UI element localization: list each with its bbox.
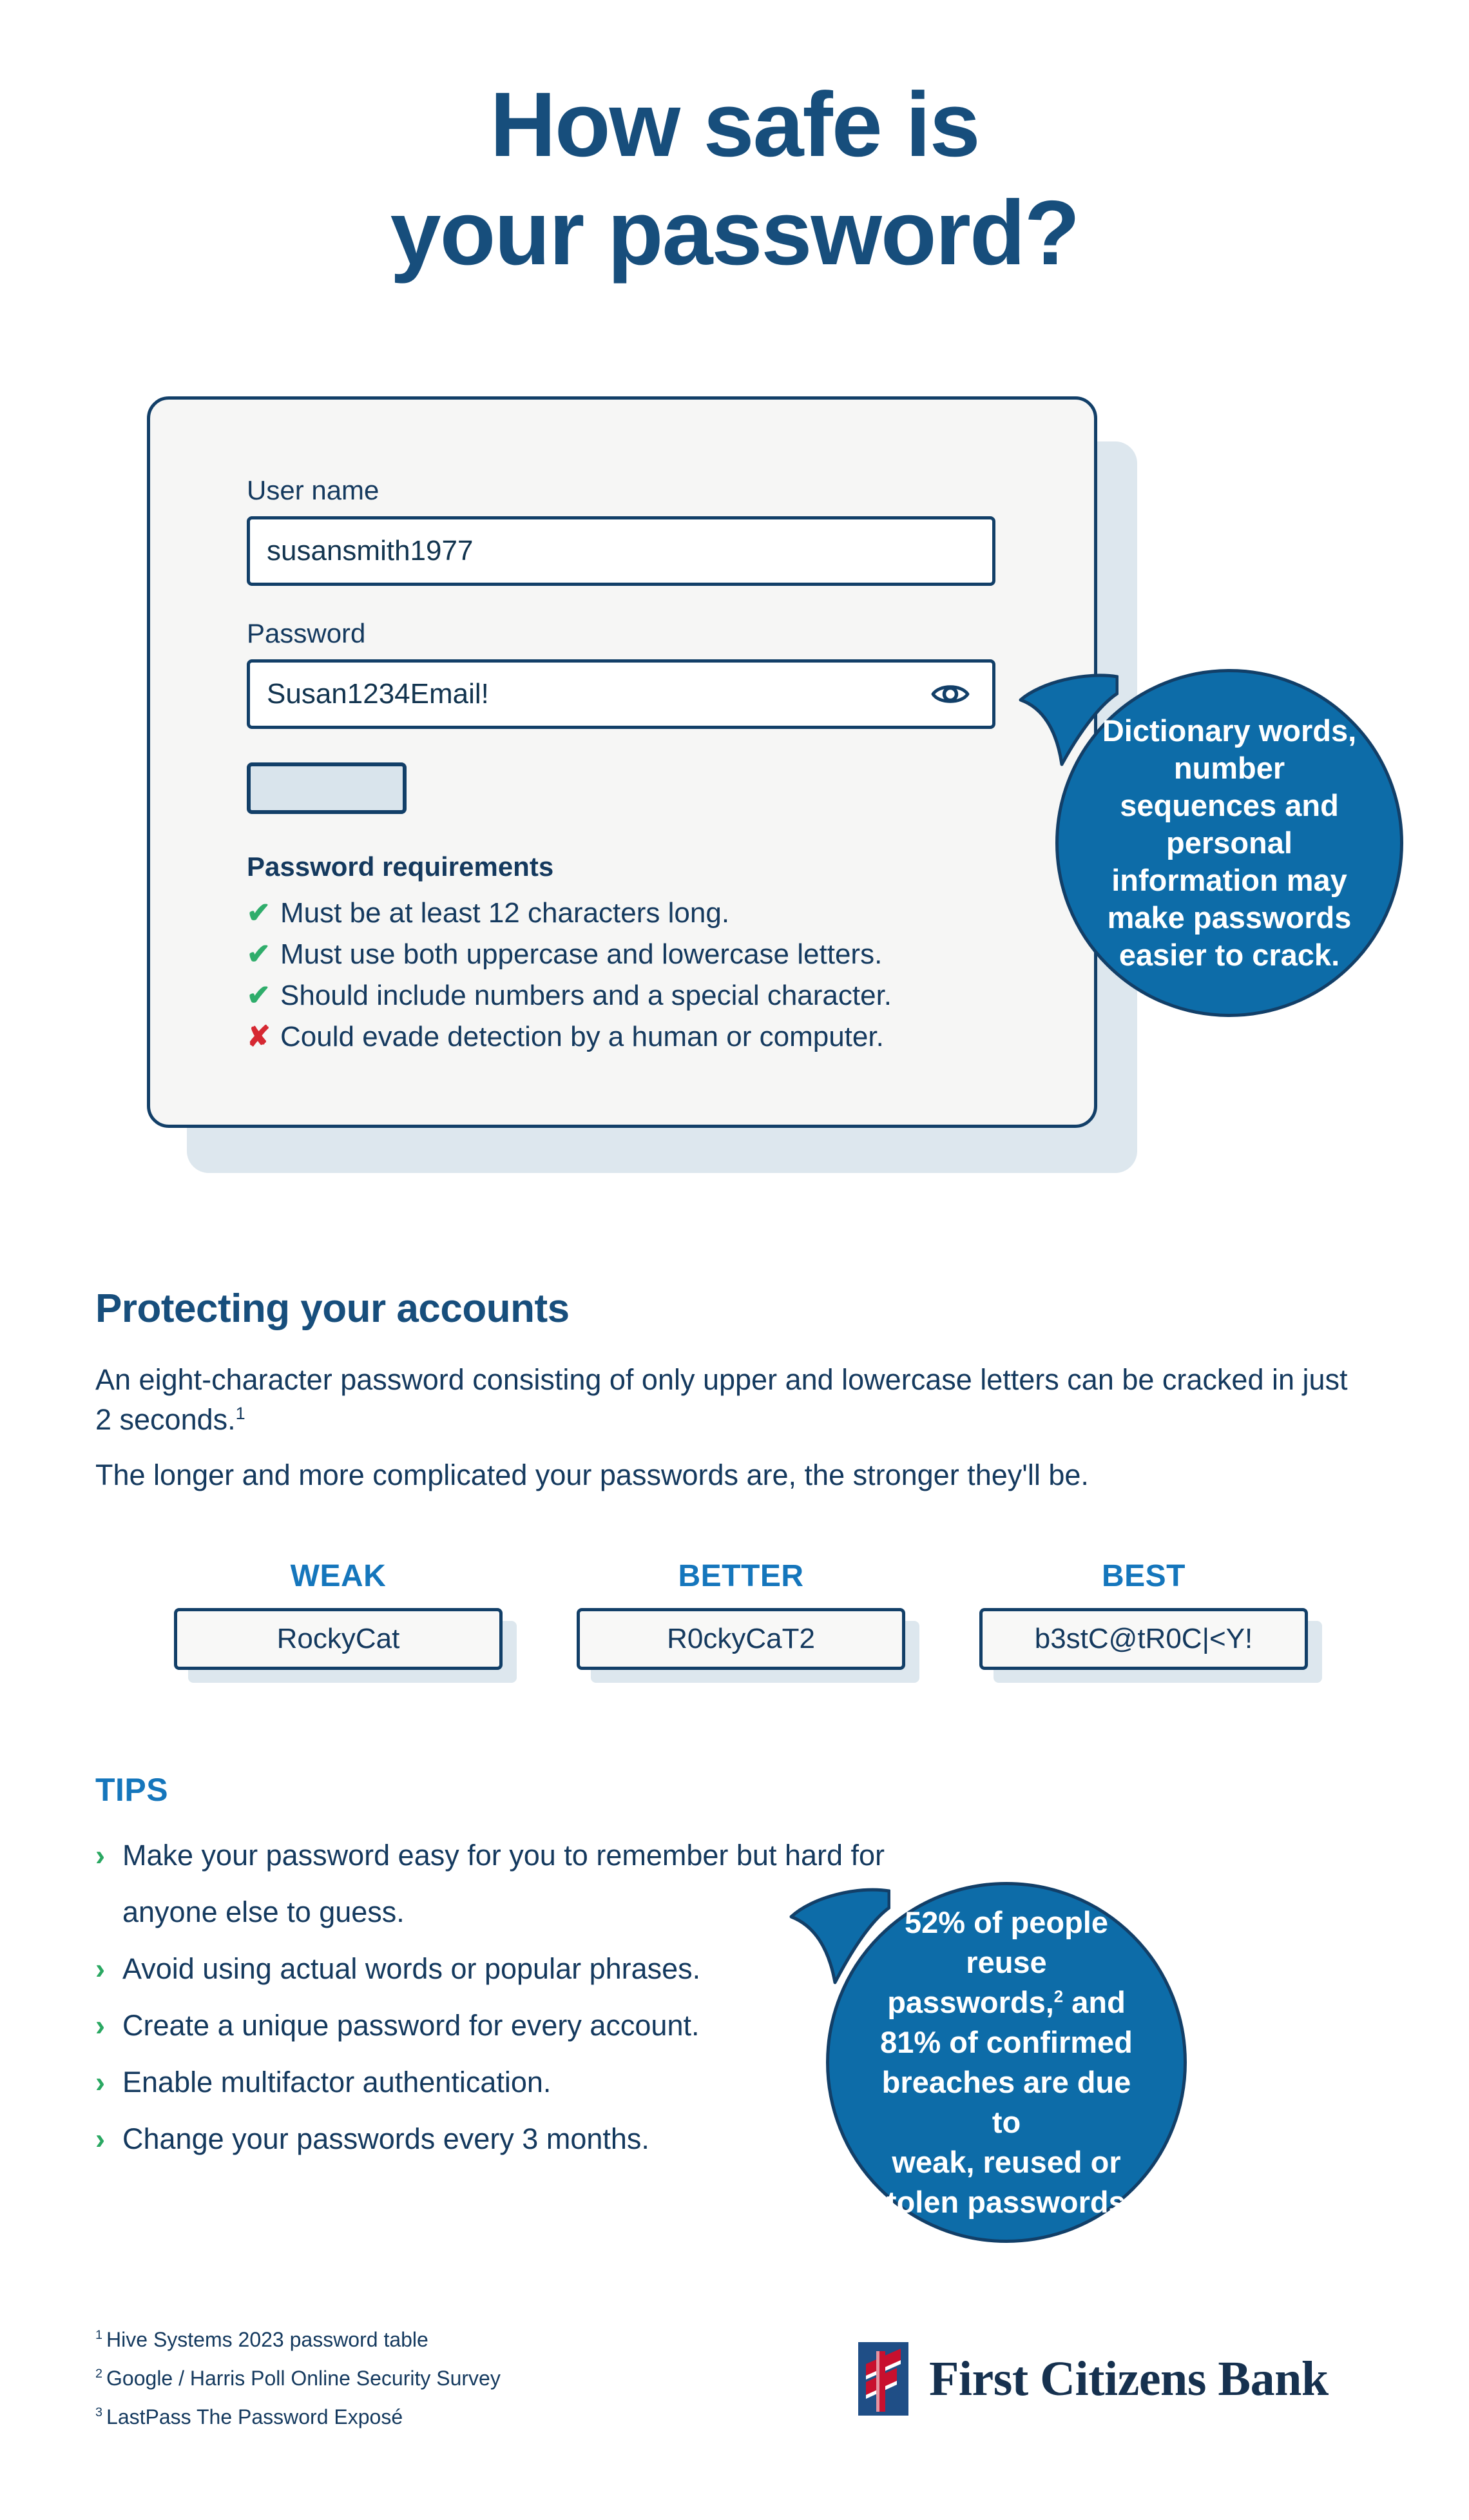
footnote-marker: 2 bbox=[95, 2367, 103, 2381]
first-citizens-flag-icon bbox=[857, 2340, 912, 2418]
tip-text: Enable multifactor authentication. bbox=[122, 2066, 552, 2098]
requirement-item bbox=[247, 975, 1007, 1016]
password-example-box: RockyCat bbox=[174, 1608, 503, 1670]
bubble-two-line-5: weak, reused or bbox=[892, 2145, 1121, 2179]
requirement-text: Should include numbers and a special character. bbox=[280, 980, 892, 1011]
strength-column-better bbox=[577, 1558, 905, 1678]
strength-label: BEST bbox=[1101, 1559, 1186, 1593]
tip-text: Avoid using actual words or popular phrases. bbox=[122, 1952, 701, 1985]
title-line-1: How safe is bbox=[490, 73, 979, 176]
strength-label: BETTER bbox=[678, 1559, 804, 1593]
speech-bubble-two-text bbox=[829, 1903, 1184, 2222]
chevron-right-icon: › bbox=[95, 2009, 105, 2042]
bubble-two-line-6-pre: stolen passwords. bbox=[869, 2185, 1134, 2219]
strength-label: WEAK bbox=[290, 1559, 387, 1593]
password-example-box: R0ckyCaT2 bbox=[577, 1608, 905, 1670]
requirement-item bbox=[247, 893, 1007, 934]
brand-logo bbox=[857, 2340, 1329, 2418]
login-card bbox=[147, 396, 1097, 1128]
protecting-paragraph-one-text: An eight-character password consisting of only upper and lowercase letters can be cracked in just 2 seconds. bbox=[95, 1363, 1348, 1436]
chevron-right-icon: › bbox=[95, 2122, 105, 2155]
tip-item bbox=[95, 2111, 933, 2167]
speech-bubble-one bbox=[1055, 669, 1403, 1017]
tip-text: Create a unique password for every account. bbox=[122, 2009, 700, 2042]
bubble-two-line-2-pre: passwords, bbox=[887, 1985, 1054, 2019]
footnote-text: Google / Harris Poll Online Security Survey bbox=[106, 2367, 501, 2390]
chevron-right-icon: › bbox=[95, 1952, 105, 1985]
footnote-ref-1: 1 bbox=[235, 1404, 245, 1423]
footnote-text: LastPass The Password Exposé bbox=[106, 2405, 403, 2428]
username-input[interactable] bbox=[247, 516, 995, 586]
check-icon: ✔ bbox=[247, 938, 271, 970]
cross-icon: ✘ bbox=[247, 1021, 271, 1052]
footnote-text: Hive Systems 2023 password table bbox=[106, 2328, 428, 2351]
footnote-line bbox=[95, 2398, 501, 2436]
requirement-text: Must use both uppercase and lowercase letters. bbox=[280, 938, 883, 970]
page-title bbox=[0, 71, 1469, 287]
tip-text: Change your passwords every 3 months. bbox=[122, 2122, 649, 2155]
strength-column-best bbox=[979, 1558, 1308, 1678]
footnote-ref-3: 3 bbox=[1133, 2187, 1144, 2206]
footnote-line bbox=[95, 2320, 501, 2359]
password-input[interactable] bbox=[247, 659, 995, 729]
tip-text: Make your password easy for you to remember but hard for anyone else to guess. bbox=[122, 1839, 885, 1928]
bubble-two-line-2-post: and bbox=[1063, 1985, 1126, 2019]
password-label: Password bbox=[247, 618, 366, 648]
strength-column-weak bbox=[174, 1558, 503, 1678]
eye-icon[interactable] bbox=[930, 681, 970, 708]
speech-bubble-two bbox=[826, 1882, 1187, 2243]
tip-item bbox=[95, 2054, 933, 2111]
brand-name: First Citizens Bank bbox=[929, 2351, 1329, 2406]
footnote-marker: 3 bbox=[95, 2405, 103, 2420]
password-requirements-heading: Password requirements bbox=[247, 851, 554, 882]
password-example-box: b3stC@tR0C|<Y! bbox=[979, 1608, 1308, 1670]
tips-heading: TIPS bbox=[95, 1772, 169, 1808]
chevron-right-icon: › bbox=[95, 1839, 105, 1872]
bubble-two-line-4: breaches are due to bbox=[881, 2065, 1131, 2139]
requirement-item bbox=[247, 1016, 1007, 1058]
footnotes bbox=[95, 2320, 501, 2436]
check-icon: ✔ bbox=[247, 897, 271, 929]
password-requirements-list bbox=[247, 893, 1007, 1058]
username-label: User name bbox=[247, 475, 379, 505]
requirement-text: Could evade detection by a human or computer. bbox=[280, 1021, 884, 1052]
chevron-right-icon: › bbox=[95, 2066, 105, 2098]
password-strength-comparison bbox=[174, 1558, 1308, 1678]
username-value: susansmith1977 bbox=[267, 535, 474, 567]
bubble-two-line-1: 52% of people reuse bbox=[904, 1905, 1108, 1979]
bubble-two-line-3: 81% of confirmed bbox=[880, 2025, 1133, 2059]
requirement-text: Must be at least 12 characters long. bbox=[280, 897, 730, 929]
protecting-paragraph-two: The longer and more complicated your passwords are, the stronger they'll be. bbox=[95, 1459, 1089, 1491]
title-line-2: your password? bbox=[390, 182, 1079, 284]
protecting-heading: Protecting your accounts bbox=[95, 1286, 570, 1331]
footnote-ref-2: 2 bbox=[1053, 1988, 1064, 2006]
footnote-marker: 1 bbox=[95, 2328, 103, 2343]
requirement-item bbox=[247, 934, 1007, 975]
speech-bubble-one-text: Dictionary words, number sequences and personal information may make passwords easier to crack. bbox=[1102, 713, 1357, 972]
password-value: Susan1234Email! bbox=[267, 678, 489, 710]
footnote-line bbox=[95, 2359, 501, 2398]
protecting-paragraph-one bbox=[95, 1360, 1371, 1440]
submit-button[interactable] bbox=[247, 762, 407, 814]
check-icon: ✔ bbox=[247, 980, 271, 1011]
